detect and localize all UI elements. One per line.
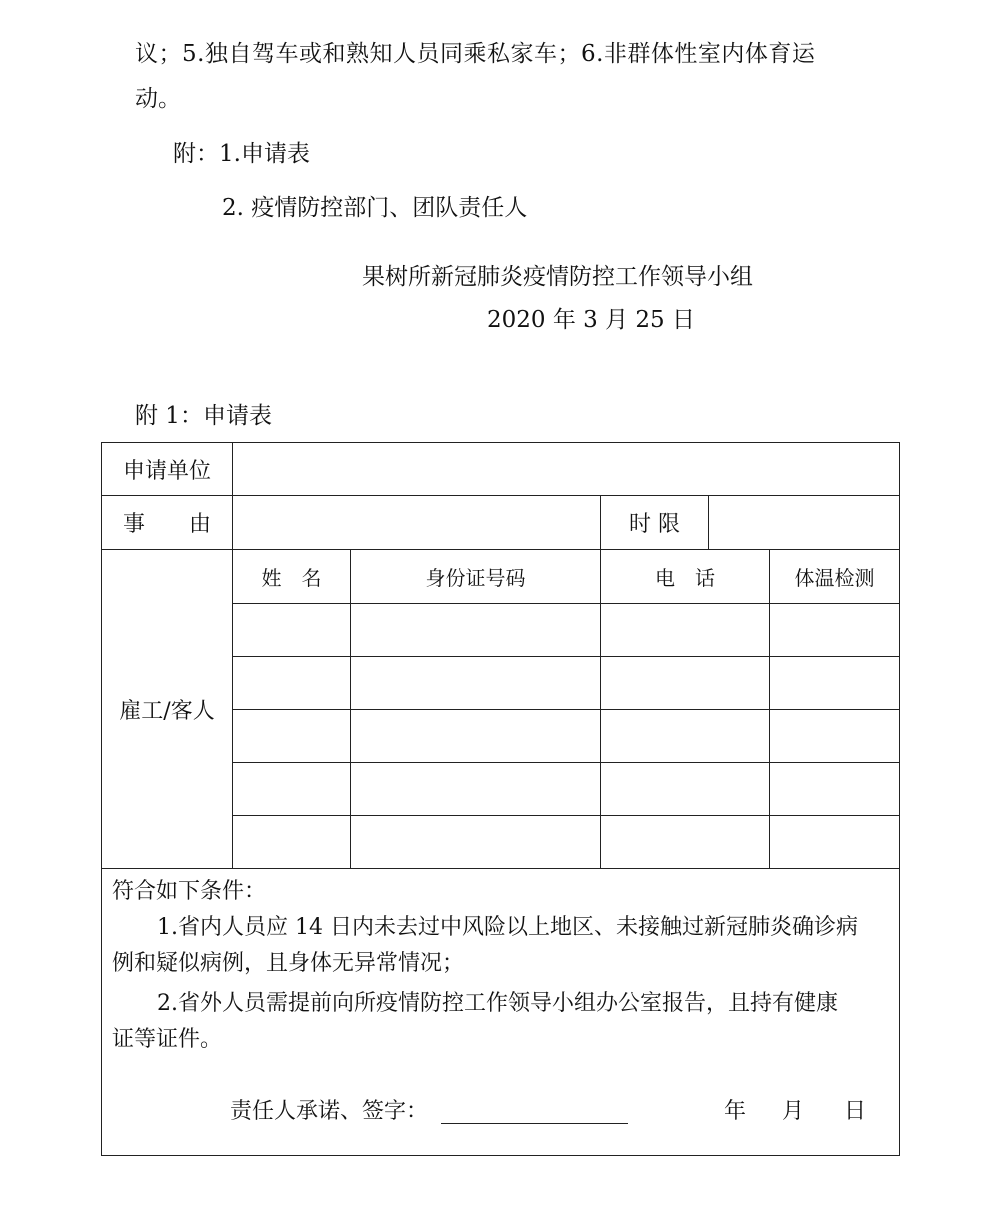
temperature-cell[interactable] [770,763,900,816]
id-number-cell[interactable] [351,710,601,763]
condition-2-line-1: 2.省外人员需提前向所疫情防控工作领导小组办公室报告，且持有健康 [157,991,838,1016]
column-header-phone: 电 话 [601,550,770,604]
pledge-day-label: 日 [844,1099,867,1124]
condition-1-line-2: 例和疑似病例，且身体无异常情况； [112,951,465,976]
column-header-id-number: 身份证号码 [351,550,601,604]
id-number-cell[interactable] [351,816,601,869]
time-limit-label: 时 限 [601,496,709,550]
conditions-cell [102,869,900,1156]
time-limit-field[interactable] [709,496,900,550]
temperature-cell[interactable] [770,710,900,763]
name-cell[interactable] [233,763,351,816]
condition-2-line-2: 证等证件。 [112,1027,223,1052]
applicant-unit-field[interactable] [233,443,900,496]
issue-date: 2020 年 3 月 25 日 [487,307,695,333]
reason-label: 事 由 [102,496,233,550]
name-cell[interactable] [233,710,351,763]
name-cell[interactable] [233,657,351,710]
signature-line[interactable] [441,1123,628,1124]
column-header-temperature: 体温检测 [770,550,900,604]
name-cell[interactable] [233,816,351,869]
phone-cell[interactable] [601,657,770,710]
reason-field[interactable] [233,496,601,550]
temperature-cell[interactable] [770,816,900,869]
id-number-cell[interactable] [351,604,601,657]
id-number-cell[interactable] [351,657,601,710]
temperature-cell[interactable] [770,604,900,657]
staff-guest-label: 雇工/客人 [102,550,233,869]
phone-cell[interactable] [601,710,770,763]
pledge-year-label: 年 [724,1099,747,1124]
name-cell[interactable] [233,604,351,657]
column-header-name: 姓 名 [233,550,351,604]
attachment-item-1: 附：1.申请表 [173,141,310,167]
pledge-signature-label: 责任人承诺、签字： [230,1099,429,1124]
application-form-table [101,442,900,1156]
condition-1-line-1: 1.省内人员应 14 日内未去过中风险以上地区、未接触过新冠肺炎确诊病 [157,915,858,940]
intro-line-2: 动。 [135,86,181,112]
phone-cell[interactable] [601,816,770,869]
form-title: 附 1：申请表 [135,403,272,429]
pledge-month-label: 月 [782,1099,805,1124]
phone-cell[interactable] [601,604,770,657]
attachment-item-2: 2. 疫情防控部门、团队责任人 [222,195,528,221]
temperature-cell[interactable] [770,657,900,710]
intro-line-1: 议；5.独自驾车或和熟知人员同乘私家车；6.非群体性室内体育运 [135,41,816,67]
phone-cell[interactable] [601,763,770,816]
id-number-cell[interactable] [351,763,601,816]
applicant-unit-label: 申请单位 [102,443,233,496]
conditions-heading: 符合如下条件： [112,879,267,904]
issuing-organization: 果树所新冠肺炎疫情防控工作领导小组 [362,264,753,290]
